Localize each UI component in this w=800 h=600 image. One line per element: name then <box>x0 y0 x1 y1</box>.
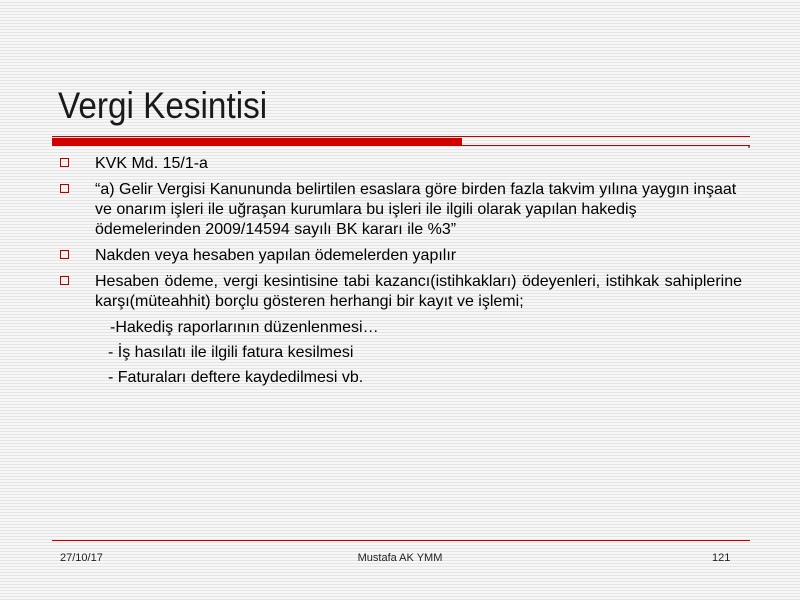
sub-item: - Faturaları deftere kaydedilmesi vb. <box>108 369 364 386</box>
square-bullet-icon <box>60 250 69 259</box>
bullet-item <box>60 272 742 312</box>
sub-item: -Hakediş raporlarının düzenlenmesi… <box>110 319 379 336</box>
slide-title: Vergi Kesintisi <box>58 85 268 126</box>
square-bullet-icon <box>60 158 69 167</box>
footer-divider <box>52 540 750 541</box>
divider-end-dot <box>748 146 750 148</box>
footer-author: Mustafa AK YMM <box>357 552 443 564</box>
slide-content <box>60 154 742 393</box>
title-divider-thick <box>52 138 462 146</box>
square-bullet-icon <box>60 276 69 285</box>
title-divider-secondary <box>462 145 750 146</box>
sub-item: - İş hasılatı ile ilgili fatura kesilmesi <box>108 344 354 361</box>
bullet-text: “a) Gelir Vergisi Kanununda belirtilen esaslara göre birden fazla takvim yılına yaygın inşaat ve onarım işleri ile uğraşan kurumlara bu işleri ile ilgili olarak yapılan hakediş ödemelerinden 2009/14594 sayılı BK kararı ile %3” <box>95 181 737 238</box>
bullet-text: Nakden veya hesaben yapılan ödemelerden yapılır <box>95 247 457 264</box>
title-divider-thin <box>52 136 750 137</box>
bullet-text: KVK Md. 15/1-a <box>95 155 208 172</box>
bullet-text: Hesaben ödeme, vergi kesintisine tabi kazancı(istihkakları) ödeyenleri, istihkak sahiplerine karşı(müteahhit) borçlu gösteren herhangi bir kayıt ve işlemi; <box>95 273 742 310</box>
bullet-item <box>60 154 742 174</box>
bullet-item <box>60 180 742 240</box>
bullet-item <box>60 246 742 266</box>
footer-page-number: 121 <box>712 552 731 564</box>
square-bullet-icon <box>60 184 69 193</box>
footer-date: 27/10/17 <box>60 552 103 564</box>
